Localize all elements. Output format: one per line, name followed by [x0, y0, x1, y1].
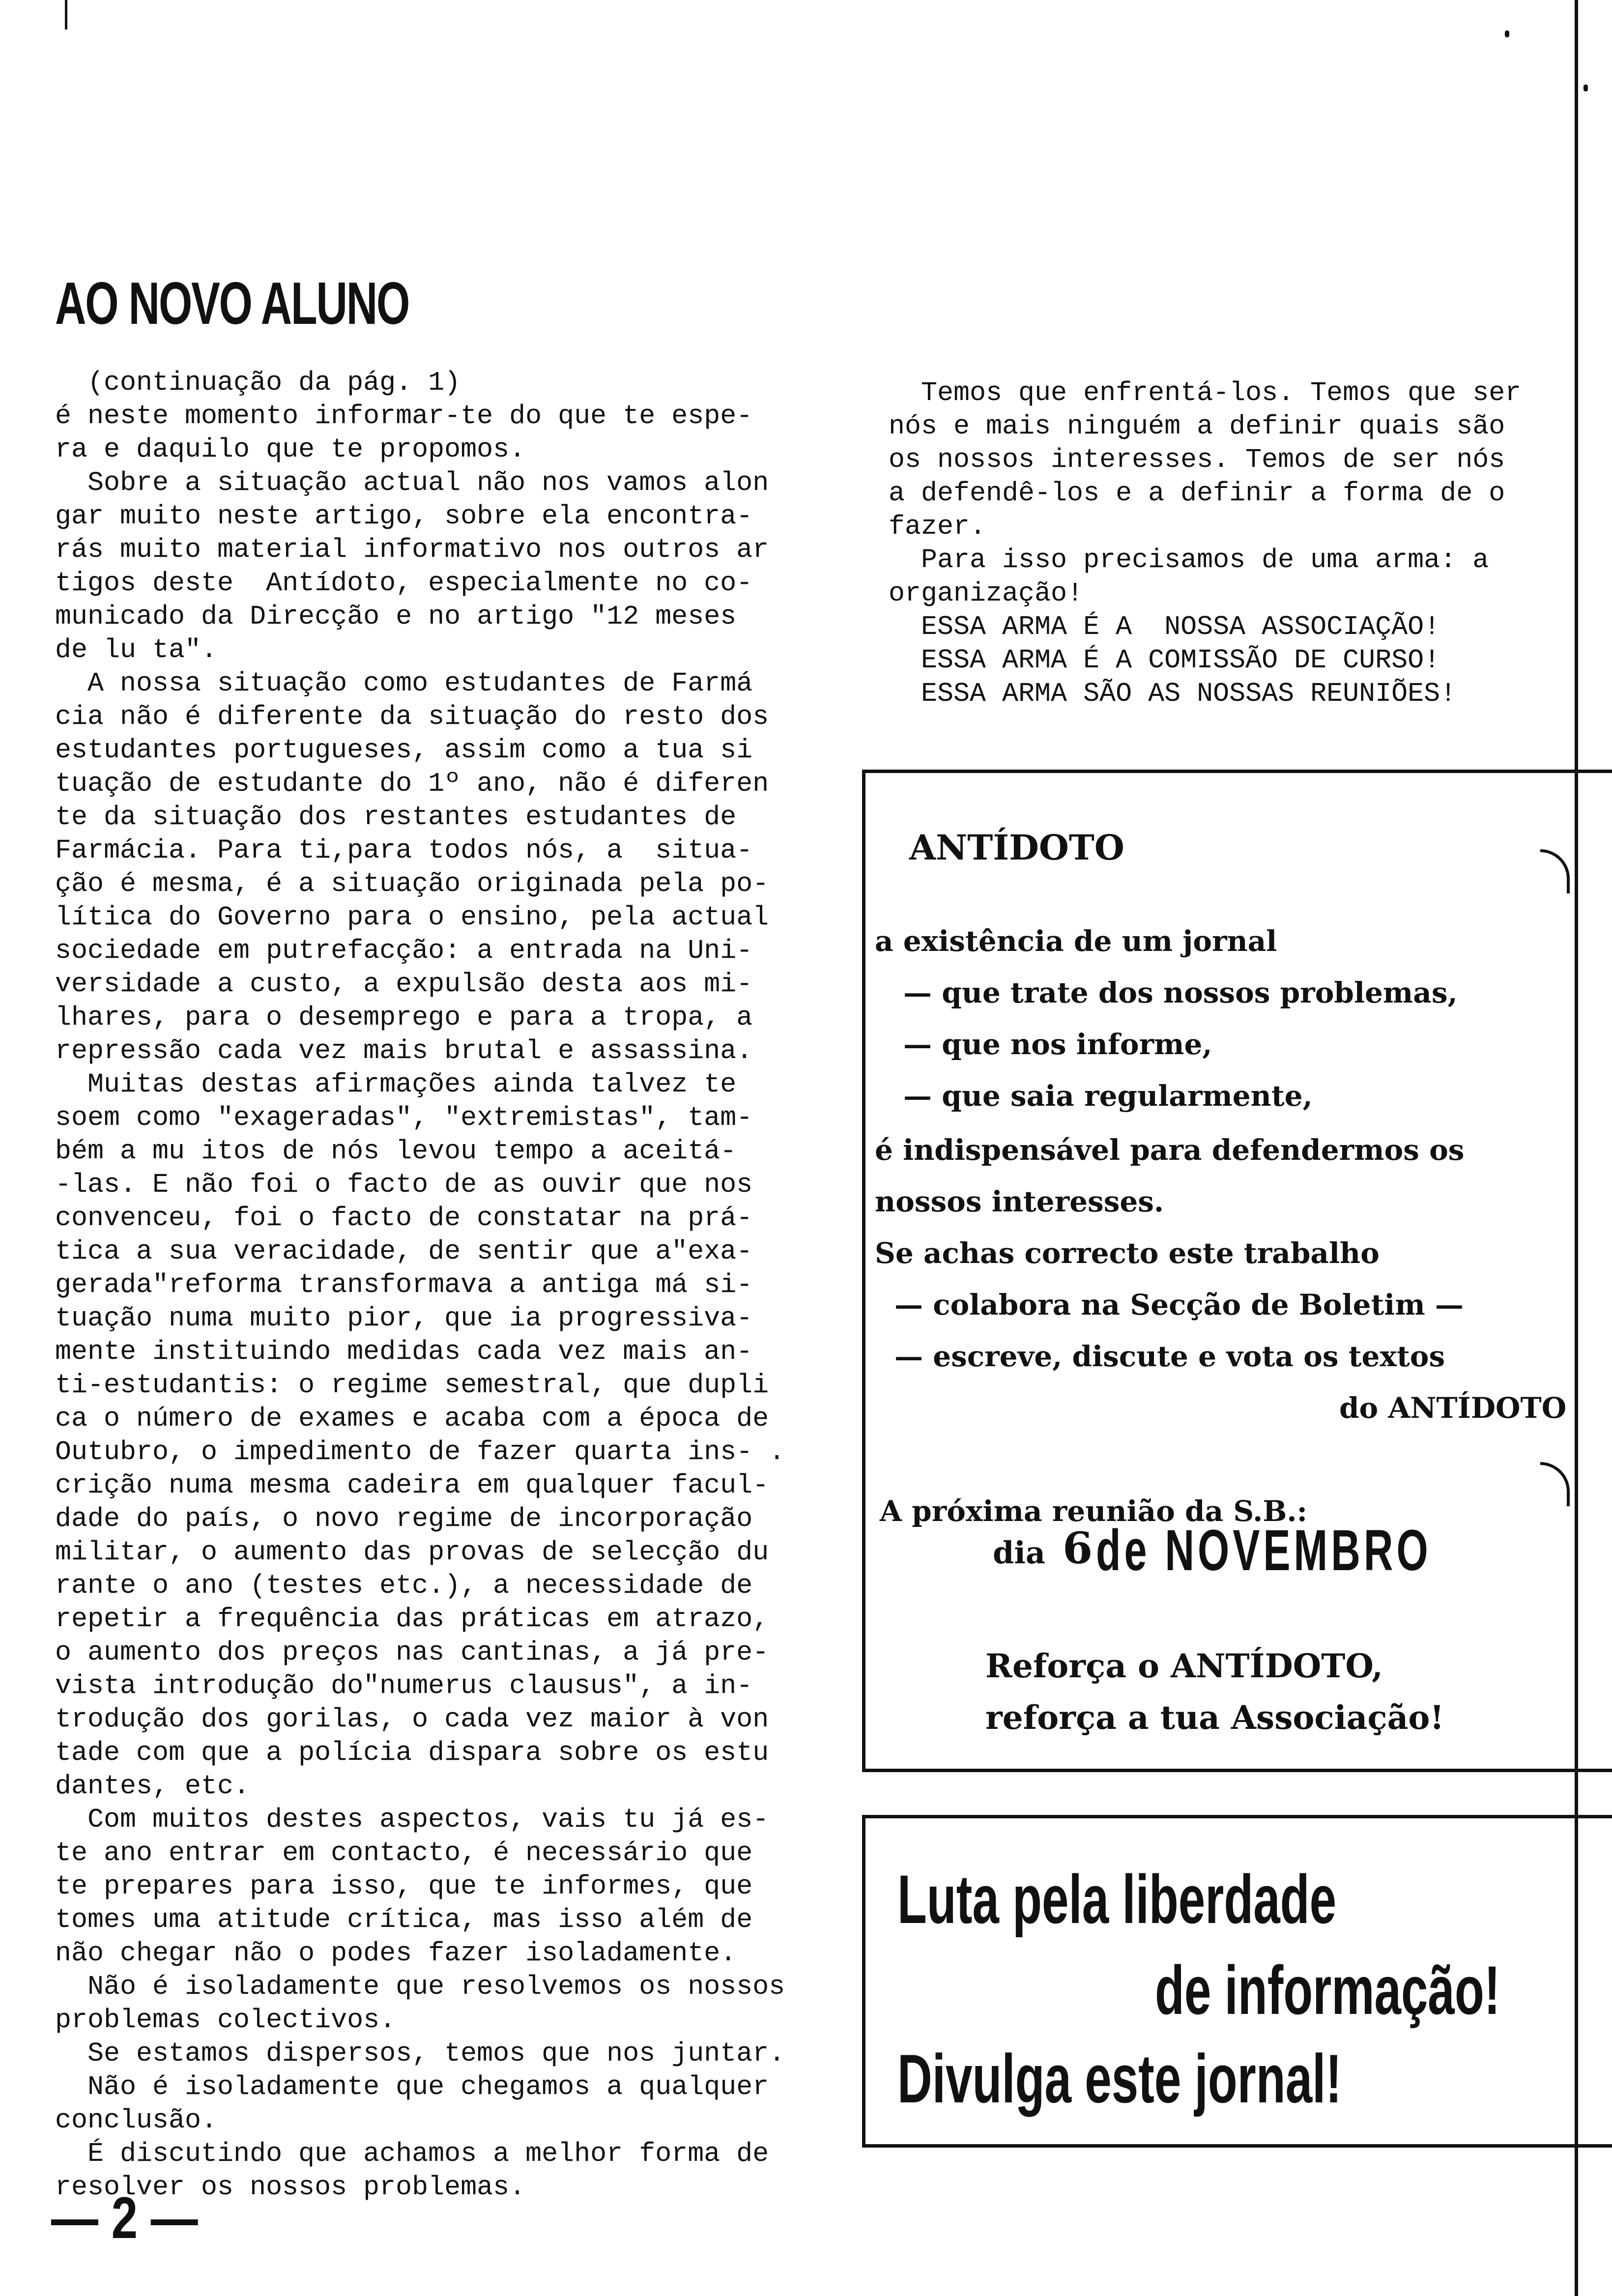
text-line: gar muito neste artigo, sobre ela encontra- [55, 501, 753, 532]
text-line: Para isso precisamos de uma arma: a [889, 545, 1489, 575]
text-line: ti-estudantis: o regime semestral, que dupli [55, 1370, 769, 1401]
box-line: nossos interesses. [875, 1185, 1164, 1218]
text-line: Outubro, o impedimento de fazer quarta ins- . [55, 1436, 785, 1467]
text-line: te da situação dos restantes estudantes de [55, 802, 737, 832]
box-item: — que trate dos nossos problemas, [903, 976, 1458, 1009]
antidoto-box [862, 770, 1612, 1772]
text-line: repetir a frequência das práticas em atrazo, [55, 1604, 769, 1635]
text-line: não chegar não o podes fazer isoladamente. [55, 1938, 737, 1969]
text-line: resolver os nossos problemas. [55, 2172, 526, 2203]
text-line: ra e daquilo que te propomos. [55, 434, 526, 465]
article-heading: AO NOVO ALUNO [55, 270, 409, 337]
box-action: — escreve, discute e vota os textos [894, 1340, 1445, 1373]
text-line: crição numa mesma cadeira em qualquer facul- [55, 1470, 769, 1501]
text-line: Não é isoladamente que chegamos a qualquer [55, 2071, 769, 2102]
scan-speck [1505, 30, 1509, 37]
text-line: nós e mais ninguém a definir quais são [889, 411, 1505, 442]
text-line: Com muitos destes aspectos, vais tu já es- [55, 1804, 769, 1835]
text-line: conclusão. [55, 2105, 218, 2136]
closing-line: Reforça o ANTÍDOTO, [985, 1647, 1383, 1685]
page-number: — 2 — [51, 2185, 198, 2251]
text-line: o aumento dos preços nas cantinas, a já pre- [55, 1637, 769, 1668]
slogan-line: Divulga este jornal! [897, 2040, 1342, 2117]
box-action-end: do ANTÍDOTO [1339, 1391, 1567, 1425]
meeting-day: dia [993, 1535, 1046, 1571]
box-action: — colabora na Secção de Boletim — [894, 1288, 1464, 1321]
text-line: tuação de estudante do 1º ano, não é diferen [55, 768, 769, 799]
text-line: Temos que enfrentá-los. Temos que ser [889, 377, 1522, 408]
text-line: ESSA ARMA SÃO AS NOSSAS REUNIÕES! [889, 678, 1457, 709]
text-line: tica a sua veracidade, de sentir que a"exa- [55, 1236, 753, 1267]
closing-line: reforça a tua Associação! [985, 1698, 1444, 1737]
text-line: versidade a custo, a expulsão desta aos mi- [55, 969, 753, 1000]
text-line: soem como "exageradas", "extremistas", tam- [55, 1102, 753, 1133]
text-line: (continuação da pág. 1) [55, 367, 461, 398]
text-line: te prepares para isso, que te informes, que [55, 1871, 753, 1902]
text-line: ca o número de exames e acaba com a época de [55, 1403, 769, 1434]
text-line: Se estamos dispersos, temos que nos juntar. [55, 2038, 785, 2069]
meeting-month: de NOVEMBRO [1096, 1518, 1432, 1583]
text-line: mente instituindo medidas cada vez mais an- [55, 1336, 753, 1367]
text-line: municado da Direcção e no artigo "12 meses [55, 601, 737, 632]
text-line: vista introdução do"numerus clausus", a in- [55, 1670, 753, 1701]
text-line: Sobre a situação actual não nos vamos alon [55, 467, 769, 498]
text-line: tigos deste Antídoto, especialmente no co- [55, 568, 753, 599]
meeting-label: A próxima reunião da S.B.: [880, 1494, 1307, 1528]
text-line: de lu ta". [55, 634, 218, 665]
text-line: tuação numa muito pior, que ia progressiva- [55, 1303, 753, 1334]
text-line: estudantes portugueses, assim como a tua si [55, 735, 753, 766]
box-line: é indispensável para defendermos os [875, 1133, 1465, 1167]
text-line: -las. E não foi o facto de as ouvir que nos [55, 1169, 753, 1200]
text-line: sociedade em putrefacção: a entrada na Uni- [55, 935, 753, 966]
text-line: dantes, etc. [55, 1771, 250, 1802]
meeting-date-number: 6 [1063, 1522, 1093, 1574]
text-line: dade do país, o novo regime de incorporação [55, 1503, 753, 1534]
scan-mark [65, 0, 67, 29]
text-line: tade com que a polícia dispara sobre os estu [55, 1737, 769, 1768]
text-line: Muitas destas afirmações ainda talvez te [55, 1069, 737, 1100]
text-line: tomes uma atitude crítica, mas isso além de [55, 1904, 753, 1935]
text-line: rás muito material informativo nos outros ar [55, 534, 769, 565]
text-line: a defendê-los e a definir a forma de o [889, 478, 1505, 509]
text-line: te ano entrar em contacto, é necessário que [55, 1837, 753, 1868]
text-line: os nossos interesses. Temos de ser nós [889, 444, 1505, 475]
text-line: fazer. [889, 511, 986, 542]
text-line: repressão cada vez mais brutal e assassina. [55, 1035, 753, 1066]
text-line: organização! [889, 578, 1084, 609]
text-line: Farmácia. Para ti,para todos nós, a situa- [55, 835, 753, 866]
slogan-line: de informação! [1155, 1952, 1500, 2029]
text-line: ESSA ARMA É A COMISSÃO DE CURSO! [889, 645, 1440, 676]
text-line: É discutindo que achamos a melhor forma de [55, 2138, 769, 2169]
slogan-line: Luta pela liberdade [897, 1861, 1337, 1938]
text-line: bém a mu itos de nós levou tempo a aceitá- [55, 1136, 737, 1167]
box-intro: a existência de um jornal [875, 924, 1277, 958]
text-line: A nossa situação como estudantes de Farmá [55, 668, 753, 699]
text-line: cia não é diferente da situação do resto dos [55, 701, 769, 732]
text-line: militar, o aumento das provas de selecção du [55, 1537, 769, 1568]
box-line: Se achas correcto este trabalho [875, 1236, 1380, 1270]
box-item: — que saia regularmente, [903, 1079, 1313, 1113]
text-line: trodução dos gorilas, o cada vez maior à von [55, 1704, 769, 1735]
text-line: ESSA ARMA É A NOSSA ASSOCIAÇÃO! [889, 611, 1440, 642]
text-line: lhares, para o desemprego e para a tropa, a [55, 1002, 753, 1033]
text-line: rante o ano (testes etc.), a necessidade de [55, 1570, 753, 1601]
box-title: ANTÍDOTO [909, 827, 1124, 868]
text-line: lítica do Governo para o ensino, pela actual [55, 902, 769, 933]
text-line: é neste momento informar-te do que te espe- [55, 401, 753, 431]
text-line: problemas colectivos. [55, 2005, 396, 2036]
text-line: gerada"reforma transformava a antiga má si- [55, 1269, 753, 1300]
text-line: convenceu, foi o facto de constatar na prá- [55, 1203, 753, 1234]
text-line: ção é mesma, é a situação originada pela po- [55, 868, 769, 899]
scan-speck [1583, 85, 1588, 91]
text-line: Não é isoladamente que resolvemos os nossos [55, 1971, 785, 2002]
box-item: — que nos informe, [903, 1028, 1212, 1061]
